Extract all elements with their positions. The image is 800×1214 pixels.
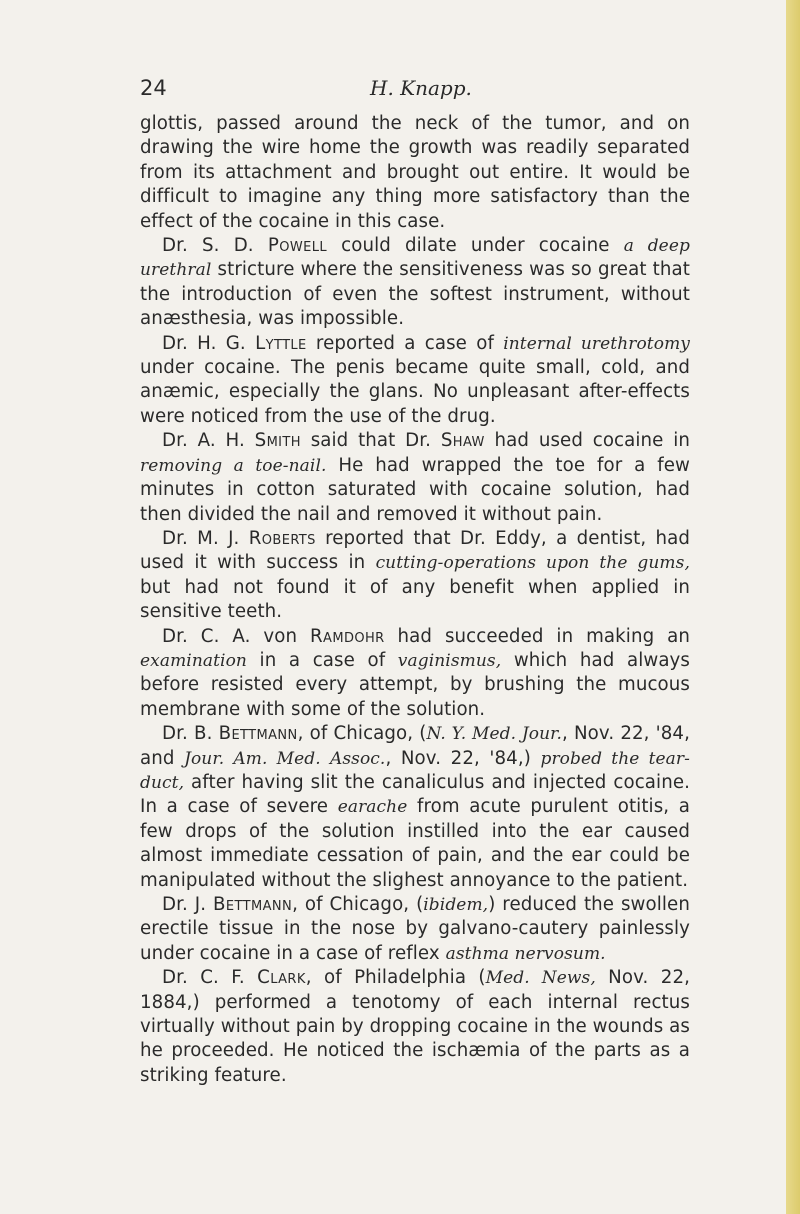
author-name: Lyttle — [255, 332, 307, 354]
text-run: , of Philadelphia ( — [305, 967, 486, 989]
text-run: in a case of — [246, 649, 398, 671]
italic-text: removing a toe-nail. — [140, 455, 327, 476]
italic-text: Med. News, — [485, 968, 596, 989]
text-run: Dr. J. — [162, 894, 214, 915]
text-run: but had not found it of any benefit when applied in sensitive teeth. — [140, 576, 690, 623]
author-name: Bettmann — [218, 723, 298, 745]
italic-text: vaginismus, — [397, 650, 502, 671]
running-head: H. Knapp. — [370, 76, 472, 100]
author-name: Ramdohr — [310, 625, 385, 647]
page-edge — [786, 0, 800, 1214]
italic-text: a deep urethral — [140, 236, 690, 281]
text-run: had succeeded in making an — [384, 625, 690, 647]
italic-text: ibidem, — [423, 895, 489, 915]
paragraph — [140, 429, 690, 527]
author-name: Smith — [254, 430, 301, 452]
italic-text: probed the tear-duct, — [140, 748, 690, 793]
paragraph — [140, 332, 690, 430]
italic-text: asthma nervosum. — [445, 943, 606, 964]
text-run: glottis, passed around the neck of the tumor, and on drawing the wire home the growth was readily separated from its attachment and brought out entire. It would be difficult to imagine any thing more satisfactory than the effect of the cocaine in this case. — [140, 113, 690, 232]
text-run: , Nov. 22, '84, and — [140, 723, 690, 769]
text-run: stricture where the sensitiveness was so great that the introduction of even the softest instrument, without anæsthesia, was impossible. — [140, 259, 690, 330]
text-run: ) reduced the swollen erectile tissue in the nose by galvano-cautery painlessly under cocaine in a case of reflex — [140, 894, 690, 964]
text-run: Dr. A. H. — [162, 430, 255, 452]
text-run: He had wrapped the toe for a few minutes in cotton saturated with cocaine solution, had then divided the nail and removed it without pain. — [140, 454, 690, 525]
italic-text: N. Y. Med. Jour. — [426, 724, 562, 745]
paragraph — [140, 966, 690, 1088]
text-run: , of Chicago, ( — [292, 894, 424, 915]
text-run: under cocaine. The penis became quite small, cold, and anæmic, especially the glans. No unpleasant after-effects were noticed from the use of the drug. — [140, 357, 690, 427]
italic-text: examination — [140, 650, 247, 671]
paragraph — [140, 527, 690, 625]
text-run: Dr. H. G. — [162, 332, 256, 354]
text-run: Dr. B. — [162, 723, 219, 745]
body-text — [140, 112, 690, 1088]
author-name: Shaw — [440, 430, 485, 452]
italic-text: Jour. Am. Med. Assoc. — [184, 748, 386, 769]
text-run: Dr. M. J. — [162, 527, 249, 549]
text-run: reported that Dr. Eddy, a dentist, had used it with success in — [140, 527, 691, 574]
text-run: had used cocaine in — [484, 430, 691, 452]
italic-text: earache — [337, 797, 408, 818]
paragraph — [140, 893, 690, 966]
page-header — [140, 76, 690, 104]
text-run: after having slit the canaliculus and injected cocaine. In a case of severe — [140, 771, 690, 818]
text-run: Nov. 22, 1884,) performed a tenotomy of each internal rectus virtually without pain by dropping cocaine in the wounds as he proceeded. He noticed the ischæmia of the parts as a striking feature. — [140, 967, 690, 1086]
italic-text: internal urethrotomy — [503, 333, 690, 354]
paragraph — [140, 722, 690, 893]
text-run: Dr. S. D. — [162, 235, 268, 257]
text-run: could dilate under cocaine — [327, 235, 624, 257]
text-run: Dr. C. F. — [162, 967, 258, 989]
text-run: Dr. C. A. von — [162, 625, 311, 647]
author-name: Clark — [257, 967, 306, 989]
text-run: said that Dr. — [300, 430, 441, 452]
text-run: from acute purulent otitis, a few drops of the solution instilled into the ear caused almost immediate cessation of pain, and the ear could be manipulated without the slighest annoyance to the patient. — [140, 796, 690, 891]
text-run: , of Chicago, ( — [297, 723, 427, 745]
author-name: Powell — [267, 235, 327, 257]
paragraph — [140, 234, 690, 332]
paragraph — [140, 112, 690, 234]
text-run: reported a case of — [306, 332, 504, 354]
author-name: Roberts — [248, 527, 316, 549]
page-number: 24 — [140, 76, 167, 100]
text-run: which had always before resisted every attempt, by brushing the mucous membrane with some of the solution. — [140, 649, 691, 720]
author-name: Bettmann — [213, 894, 293, 915]
paragraph — [140, 625, 690, 723]
text-run: , Nov. 22, '84,) — [385, 747, 541, 769]
italic-text: cutting-operations upon the gums, — [375, 553, 690, 574]
